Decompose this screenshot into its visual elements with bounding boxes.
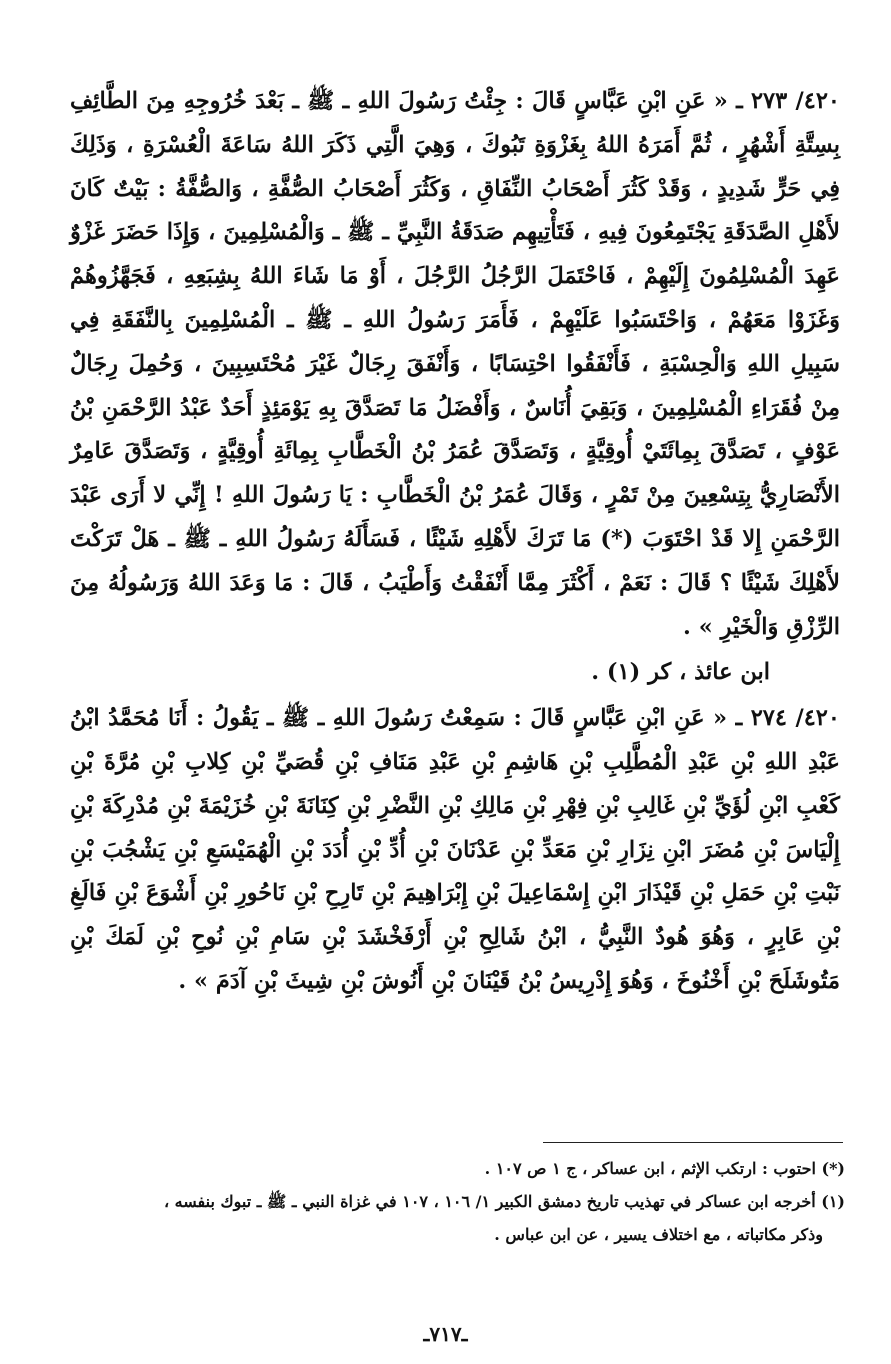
footnote-star: (*) احتوب : ارتكب الإثم ، ابن عساكر ، ج ١ ص ١٠٧ . — [484, 1159, 845, 1178]
page-number: ـ٧١٧ـ — [423, 1322, 468, 1346]
footnote-divider — [543, 1142, 843, 1143]
footnote-one-continued: وذكر مكاتباته ، مع اختلاف يسير ، عن ابن عباس . — [494, 1225, 823, 1244]
main-text — [70, 80, 840, 1004]
hadith-source: ابن عائذ ، كر (١) . — [591, 659, 770, 686]
hadith-text: « عَنِ ابْنِ عَبَّاسٍ قَالَ : جِئْتُ رَسُولَ اللهِ ـ ﷺ ـ بَعْدَ خُرُوجِهِ مِنَ الطَّائِفِ بِسِتَّةِ أَشْهُرٍ ، ثُمَّ أَمَرَهُ اللهُ بِغَزْوَةِ تَبُوكَ ، وَهِيَ الَّتِي ذَكَرَ اللهُ سَاعَةَ الْعُسْرَةِ ، وَذَلِكَ فِي حَرٍّ شَدِيدٍ ، وَقَدْ كَثُرَ أَصْحَابُ النِّفَاقِ ، وَكَثُرَ أَصْحَابُ الصُّفَّةِ ، وَالصُّفَّةُ : بَيْتٌ كَانَ لأَهْلِ الصَّدَقَةِ يَجْتَمِعُونَ فِيهِ ، فَتَأْتِيهِم صَدَقَةُ النَّبِيِّ ـ ﷺ ـ وَالْمُسْلِمِينَ ، وَإِذَا حَضَرَ غَزْوٌ عَهِدَ الْمُسْلِمُونَ إِلَيْهِمْ ، فَاحْتَمَلَ الرَّجُلُ الرَّجُلَ ، أَوْ مَا شَاءَ اللهُ بِشِبَعِهِ ، فَجَهَّزُوهُمْ وَغَزَوْا مَعَهُمْ ، وَاحْتَسَبُوا عَلَيْهِمْ ، فَأَمَرَ رَسُولُ اللهِ ـ ﷺ ـ الْمُسْلِمِينَ بِالنَّفَقَةِ فِي سَبِيلِ اللهِ وَالْحِسْبَةِ ، فَأَنْفَقُوا احْتِسَابًا ، وَأَنْفَقَ رِجَالٌ غَيْرَ مُحْتَسِبِينَ ، وَحُمِلَ رِجَالٌ مِنْ فُقَرَاءِ الْمُسْلِمِينَ ، وَبَقِيَ أُنَاسٌ ، وَأَفْضَلُ مَا تَصَدَّقَ بِهِ يَوْمَئِذٍ أَحَدٌ عَبْدُ الرَّحْمَنِ بْنُ عَوْفٍ ، تَصَدَّقَ بِمِائَتَيْ أُوقِيَّةٍ ، وَتَصَدَّقَ عُمَرُ بْنُ الْخَطَّابِ بِمِائَةِ أُوقِيَّةٍ ، وَتَصَدَّقَ عَامِرٌ الأَنْصَارِيُّ بِتِسْعِينَ مِنْ تَمْرٍ ، وَقَالَ عُمَرُ بْنُ الْخَطَّابِ : يَا رَسُولَ اللهِ ! إِنِّي لا أَرَى عَبْدَ الرَّحْمَنِ إِلا قَدْ احْتَوَبَ (*) مَا تَرَكَ لأَهْلِهِ شَيْئًا ، فَسَأَلَهُ رَسُولُ اللهِ ـ ﷺ ـ هَلْ تَرَكْتَ لأَهْلِكَ شَيْئًا ؟ قَالَ : نَعَمْ ، أَكْثَرَ مِمَّا أَنْفَقْتُ وَأَطْيَبُ ، قَالَ : مَا وَعَدَ اللهُ وَرَسُولُهُ مِنَ الرِّزْقِ وَالْخَيْرِ » . — [70, 88, 840, 640]
footnotes — [50, 1152, 845, 1251]
hadith-274 — [70, 697, 840, 1004]
hadith-273 — [70, 80, 840, 649]
hadith-text: « عَنِ ابْنِ عَبَّاسٍ قَالَ : سَمِعْتُ رَسُولَ اللهِ ـ ﷺ ـ يَقُولُ : أَنَا مُحَمَّدُ ابْنُ عَبْدِ اللهِ بْنِ عَبْدِ الْمُطَّلِبِ بْنِ هَاشِمِ بْنِ عَبْدِ مَنَافِ بْنِ قُصَيِّ بْنِ كِلابِ بْنِ مُرَّةَ بْنِ كَعْبِ ابْنِ لُؤَيِّ بْنِ غَالِبِ بْنِ فِهْرِ بْنِ مَالِكِ بْنِ النَّضْرِ بْنِ كِنَانَةَ بْنِ خُزَيْمَةَ بْنِ مُدْرِكَةَ بْنِ إِلْيَاسَ بْنِ مُضَرَ ابْنِ نِزَارِ بْنِ مَعَدِّ بْنِ عَدْنَانَ بْنِ أُدِّ بْنِ أُدَدَ بْنِ الْهُمَيْسَعِ بْنِ يَشْجُبَ بْنِ نَبْتِ بْنِ حَمَلِ بْنِ قَيْذَارَ ابْنِ إِسْمَاعِيلَ بْنِ إِبْرَاهِيمَ بْنِ تَارِحِ بْنِ نَاحُورِ بْنِ أَشْوَعَ بْنِ فَالَغِ بْنِ عَابِرٍ ، وَهُوَ هُودٌ النَّبِيُّ ، ابْنُ شَالِحِ بْنِ أَرْفَخْشَدَ بْنِ سَامِ بْنِ نُوحِ بْنِ لَمَكَ بْنِ مَتُوشَلَحَ بْنِ أَخْنُوخَ ، وَهُوَ إِدْرِيسُ بْنُ قَيْنَانَ بْنِ أَنُوشَ بْنِ شِيثَ بْنِ آدَمَ » . — [70, 705, 840, 994]
hadith-number: ٤٢٠/ ٢٧٤ ـ — [735, 705, 840, 732]
footnote-one: (١) أخرجه ابن عساكر في تهذيب تاريخ دمشق الكبير ١/ ١٠٦ ، ١٠٧ في غزاة النبي ـ ﷺ ـ تبوك بنفسه ، — [163, 1192, 845, 1211]
hadith-number: ٤٢٠/ ٢٧٣ ـ — [736, 88, 840, 114]
